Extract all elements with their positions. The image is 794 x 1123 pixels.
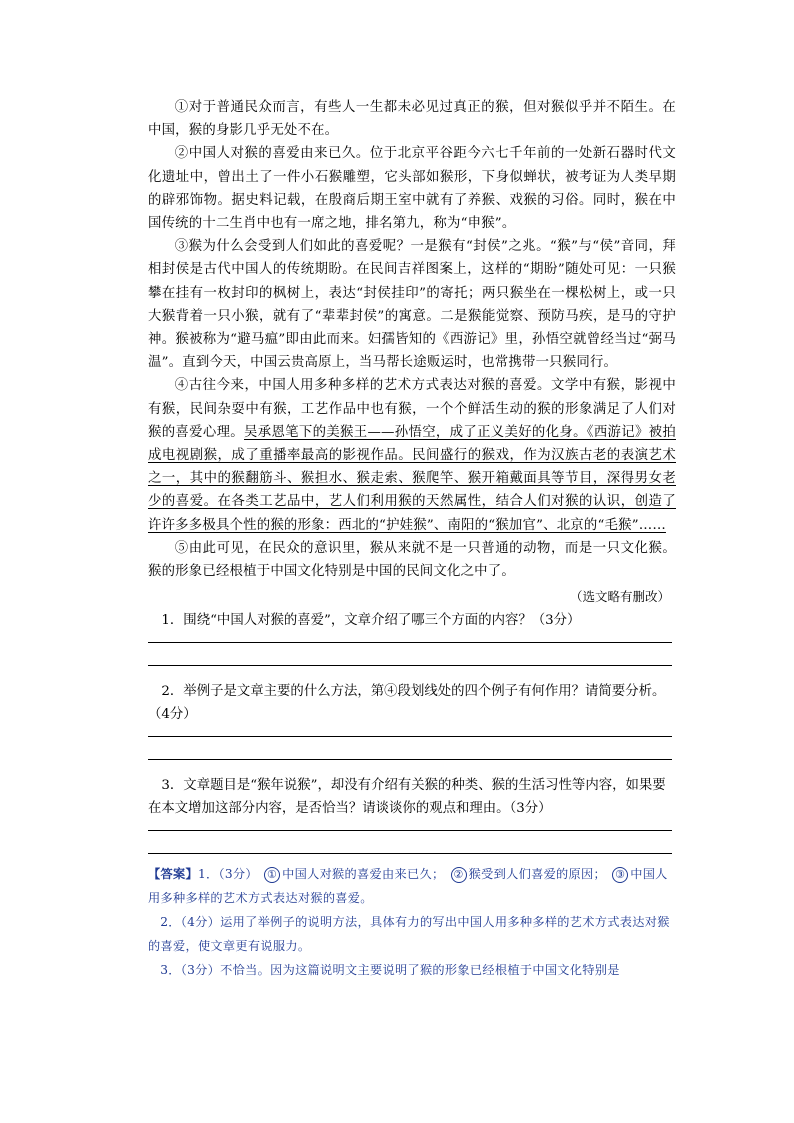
question-3: 3．文章题目是“猴年说猴”，却没有介绍有关猴的种类、猴的生活习性等内容，如果要在本文增加这部分内容，是否恰当？请谈谈你的观点和理由。（3分） bbox=[148, 778, 666, 817]
circle-number-3: ③ bbox=[612, 867, 628, 883]
answer-2: 2．（4分）运用了举例子的说明方法，具体有力的写出中国人用多种多样的艺术方式表达对猴的喜爱，使文章更有说服力。 bbox=[148, 915, 670, 954]
paragraph-3: ③猴为什么会受到人们如此的喜爱呢？一是猴有“封侯”之兆。“猴”与“侯”音同，拜相封侯是古代中国人的传统期盼。在民间吉祥图案上，这样的“期盼”随处可见：一只猴攀在挂有一枚封印的枫树上，表达“封侯挂印”的寄托；两只猴坐在一棵松树上，或一只大猴背着一只小猴，就有了“辈辈封侯”的寓意。二是猴能觉察、预防马疾，是马的守护神。猴被称为“避马瘟”即由此而来。妇孺皆知的《西游记》里，孙悟空就曾经当过“弼马温”。直到今天，中国云贵高原上，当马帮长途贩运时，也常携带一只猴同行。 bbox=[148, 239, 676, 371]
question-1: 1．围绕“中国人对猴的喜爱”，文章介绍了哪三个方面的内容？（3分） bbox=[161, 613, 581, 629]
answer-3: 3．（3分）不恰当。因为这篇说明文主要说明了猴的形象已经根植于中国文化特别是 bbox=[160, 963, 620, 978]
answer-tag: 【答案】 bbox=[148, 867, 198, 882]
edit-note: （选文略有删改） bbox=[569, 589, 670, 605]
paragraph-4 bbox=[148, 374, 676, 536]
paragraph-4-intro: ④古往今来，中国人用多种多样的艺术方式表达对猴的喜爱。文学中有猴，影视中有猴，民间杂耍中有猴，工艺作品中也有猴，一个个鲜活生动的猴的形象满足了人们对猴的喜爱心理。 bbox=[148, 378, 676, 440]
paragraph-2: ②中国人对猴的喜爱由来已久。位于北京平谷距今六七千年前的一处新石器时代文化遗址中，曾出土了一件小石猴雕塑，它头部如猴形，下身似蝉状，被考证为人类早期的辟邪饰物。据史料记载，在殷商后期王室中就有了养猴、戏猴的习俗。同时，猴在中国传统的十二生肖中也有一席之地，排名第九，称为“申猴”。 bbox=[148, 146, 676, 232]
question-2: 2．举例子是文章主要的什么方法，第④段划线处的四个例子有何作用？请简要分析。（4分） bbox=[148, 684, 666, 723]
document-page bbox=[148, 96, 676, 982]
paragraph-1: ①对于普通民众而言，有些人一生都未必见过真正的猴，但对猴似乎并不陌生。在中国，猴的身影几乎无处不在。 bbox=[148, 100, 676, 139]
circle-number-1: ① bbox=[264, 867, 280, 883]
circle-number-2: ② bbox=[451, 867, 467, 883]
paragraph-4-underlined-examples: 吴承恩笔下的美猴王——孙悟空，成了正义美好的化身。《西游记》被拍成电视剧猴，成了重播率最高的影视作品。民间盛行的猴戏，作为汉族古老的表演艺术之一，其中的猴翻筋斗、猴担水、猴走索、猴爬竿、猴开箱戴面具等节目，深得男女老少的喜爱。在各类工艺品中，艺人们利用猴的天然属性，结合人们对猴的认识，创造了许许多多极具个性的猴的形象：西北的“护娃猴”、南阳的“猴加官”、北京的“毛猴”…… bbox=[148, 424, 676, 533]
paragraph-5: ⑤由此可见，在民众的意识里，猴从来就不是一只普通的动物，而是一只文化猴。猴的形象已经根植于中国文化特别是中国的民间文化之中了。 bbox=[148, 540, 676, 580]
answer-1: 【答案】1．（3分） ① 中国人对猴的喜爱由来已久； ② 猴受到人们喜爱的原因； ③ 中国人用多种多样的艺术方式表达对猴的喜爱。 bbox=[148, 867, 668, 906]
